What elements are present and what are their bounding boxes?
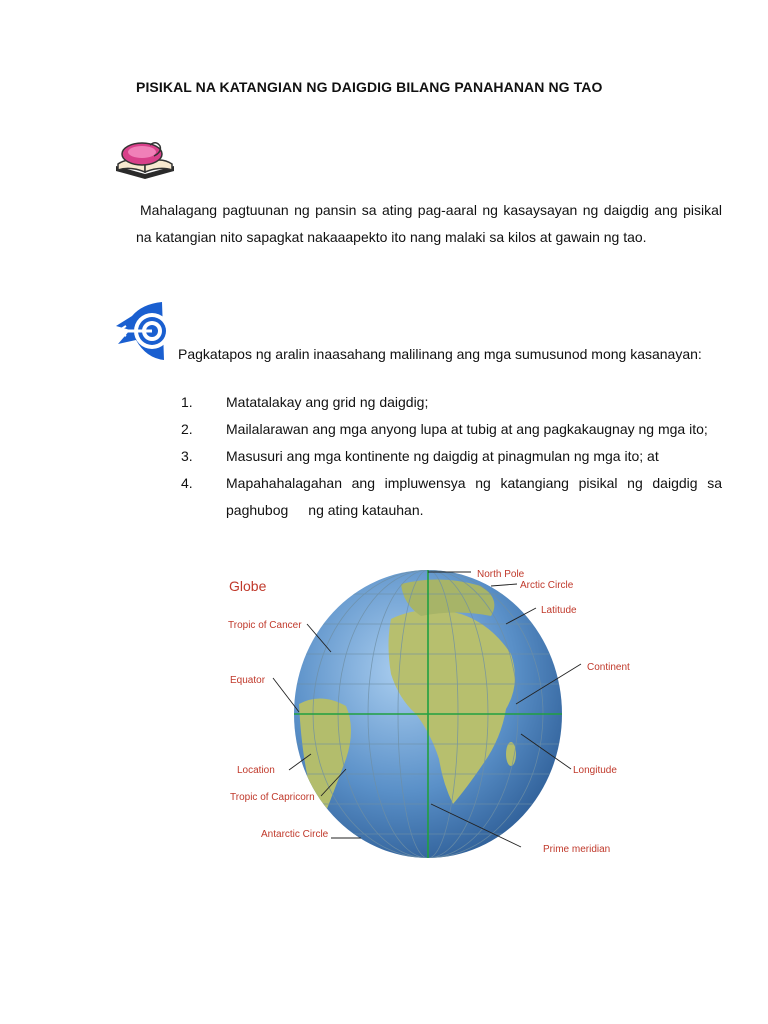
label-arctic-circle: Arctic Circle <box>520 580 574 591</box>
objectives-intro: Pagkatapos ng aralin inaasahang malilinang ang mga sumusunod mong kasanayan: <box>178 346 702 362</box>
intro-paragraph: Mahalagang pagtuunan ng pansin sa ating pag-aaral ng kasaysayan ng daigdig ang pisikal na katangian nito sapagkat nakaaapekto ito nang malaki sa kilos at gawain ng tao. <box>136 202 722 245</box>
label-longitude: Longitude <box>573 765 617 776</box>
page-title: PISIKAL NA KATANGIAN NG DAIGDIG BILANG PANAHANAN NG TAO <box>136 79 603 95</box>
list-item: 1. Matatalakay ang grid ng daigdig; <box>181 394 429 410</box>
globe-figure <box>221 564 647 862</box>
label-prime-meridian: Prime meridian <box>543 844 611 855</box>
label-north-pole: North Pole <box>477 569 525 580</box>
book-icon <box>112 136 178 180</box>
figure-title: Globe <box>229 578 267 594</box>
list-item: 4. Mapahahalagahan ang impluwensya ng katangiang pisikal ng daigdig sa paghubog ng ating katauhan. <box>181 475 722 518</box>
label-location: Location <box>237 765 275 776</box>
objectives-list <box>181 393 722 533</box>
label-continent: Continent <box>587 662 630 673</box>
label-latitude: Latitude <box>541 605 577 616</box>
label-antarctic-circle: Antarctic Circle <box>261 829 329 840</box>
label-equator: Equator <box>230 675 266 686</box>
label-tropic-of-cancer: Tropic of Cancer <box>228 620 302 631</box>
label-tropic-of-capricorn: Tropic of Capricorn <box>230 792 315 803</box>
list-item: 3. Masusuri ang mga kontinente ng daigdig at pinagmulan ng mga ito; at <box>181 448 659 464</box>
list-item: 2. Mailalarawan ang mga anyong lupa at tubig at ang pagkakaugnay ng mga ito; <box>181 421 708 437</box>
